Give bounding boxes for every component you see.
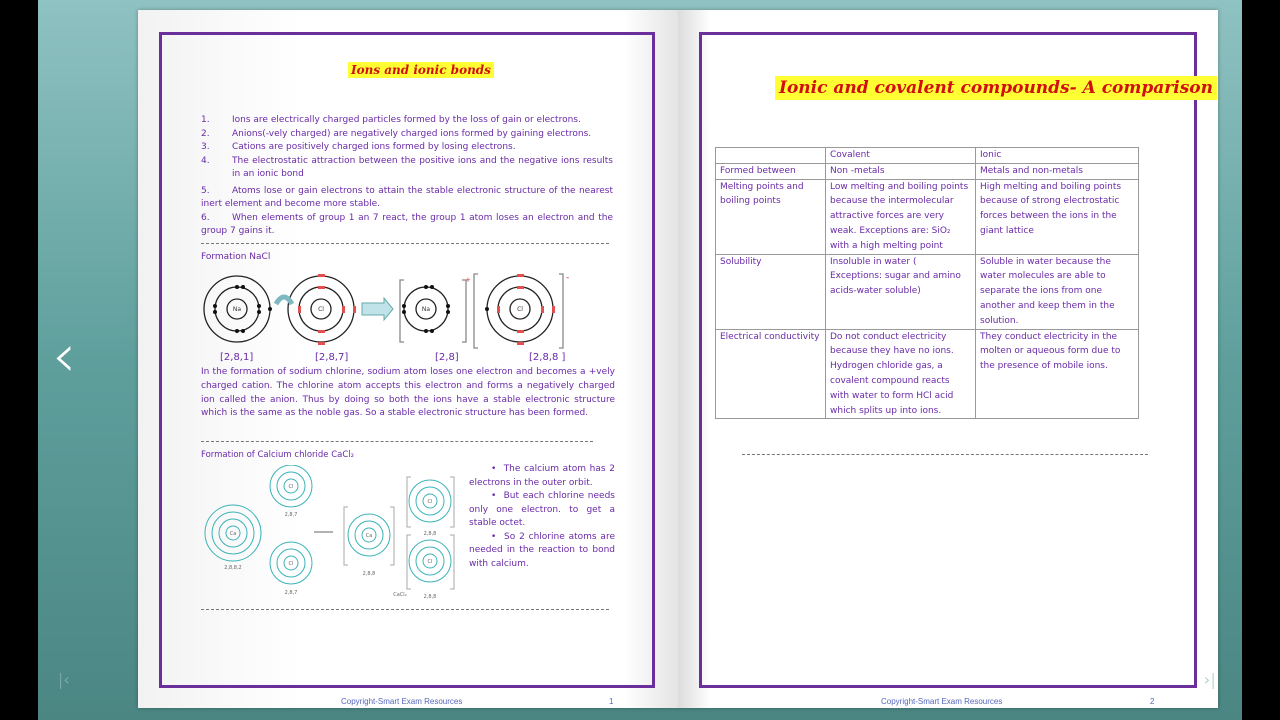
- list-item: [201, 185, 613, 212]
- cl-config: 2,8,7: [284, 512, 298, 518]
- na-ion-label: Na: [421, 306, 431, 313]
- bullet-item: • But each chlorine needs only one electron. to get a stable octet.: [469, 491, 615, 528]
- item-text: Atoms lose or gain electrons to attain the stable electronic structure of the nearest inert element and become more stable.: [201, 185, 613, 209]
- table-row: [716, 254, 1139, 329]
- page-2: [678, 10, 1218, 708]
- cl-label: Cl: [288, 484, 294, 490]
- footer-copyright: Copyright-Smart Exam Resources: [881, 697, 1003, 706]
- cacl-heading: Formation of Calcium chloride CaCl₂: [201, 450, 355, 460]
- bullet-text: The calcium atom has 2 electrons in the outer orbit.: [469, 464, 615, 488]
- cl-ion-config: 2,8,8: [423, 531, 437, 537]
- item-text: The electrostatic attraction between the positive ions and the negative ions results in an ionic bond: [232, 155, 613, 179]
- item-text: Cations are positively charged ions formed by losing electrons.: [232, 142, 516, 152]
- covalent-cell: Non -metals: [826, 163, 976, 179]
- cacl2-diagram: [200, 465, 470, 600]
- config-na: [2,8,1]: [220, 352, 254, 363]
- na-label: Na: [232, 306, 242, 313]
- plus-charge: +: [465, 276, 471, 284]
- item-text: When elements of group 1 an 7 react, the group 1 atom loses an electron and the group 7 gains it.: [201, 212, 613, 236]
- page-number: 1: [609, 697, 614, 706]
- config-cl-ion: [2,8,8 ]: [529, 352, 566, 363]
- cl-ion-label: Cl: [427, 499, 433, 505]
- list-item: [201, 155, 613, 182]
- ca-label: Ca: [229, 531, 237, 537]
- cl-config: 2,8,7: [284, 590, 298, 596]
- ionic-cell: Metals and non-metals: [976, 163, 1139, 179]
- table-header-row: [716, 148, 1139, 164]
- nacl-heading: Formation NaCl: [201, 252, 271, 262]
- ca-ion-config: 2,8,8: [362, 571, 376, 577]
- cacl2-formula: CaCl₂: [393, 592, 407, 598]
- config-na-ion: [2,8]: [435, 352, 459, 363]
- row-label: Melting points and boiling points: [716, 179, 826, 254]
- covalent-cell: Insoluble in water ( Exceptions: sugar and amino acids-water soluble): [826, 254, 976, 329]
- cl-ion-label: Cl: [427, 559, 433, 565]
- cl-label: Cl: [288, 561, 294, 567]
- comparison-table: [715, 147, 1139, 419]
- nacl-paragraph: In the formation of sodium chlorine, sodium atom loses one electron and becomes a +vely charged cation. The chlorine atom accepts this electron and forms a negatively charged ion called the anion. Thus by doing so both the ions have a stable electronic structure which is the same as the noble gas. So a stable electronic structure has been formed.: [201, 367, 615, 419]
- row-label: Electrical conductivity: [716, 329, 826, 419]
- list-item: [201, 114, 613, 128]
- viewer-stage: [38, 0, 1242, 720]
- ionic-cell: High melting and boiling points because of strong electrostatic forces between the ions in the giant lattice: [976, 179, 1139, 254]
- bullet-text: So 2 chlorine atoms are needed in the reaction to bond with calcium.: [469, 531, 615, 569]
- bullet-item: • So 2 chlorine atoms are needed in the reaction to bond with calcium.: [469, 531, 615, 569]
- cl-ion-config: 2,8,8: [423, 594, 437, 600]
- ionic-cell: Soluble in water because the water molecules are able to separate the ions from one another and keep them in the solution.: [976, 254, 1139, 329]
- item-text: Anions(-vely charged) are negatively charged ions formed by gaining electrons.: [232, 128, 592, 139]
- list-item: [201, 128, 613, 142]
- covalent-cell: Low melting and boiling points because the intermolecular attractive forces are very weak. Exceptions are: SiO₂ with a high melting point: [826, 179, 976, 254]
- nacl-diagram: [200, 272, 580, 352]
- cl-ion-label: Cl: [517, 306, 523, 313]
- item-number: 2.: [201, 128, 210, 139]
- header-covalent: Covalent: [826, 148, 976, 164]
- item-number: 5.: [201, 185, 210, 196]
- bullet-item: • The calcium atom has 2 electrons in the outer orbit.: [469, 464, 615, 488]
- header-cell: [716, 148, 826, 164]
- bullet-text: But each chlorine needs only one electron. to get a stable octet.: [469, 491, 615, 528]
- ionic-cell: They conduct electricity in the molten or aqueous form due to the presence of mobile ions.: [976, 329, 1139, 419]
- first-page-button[interactable]: |‹: [58, 670, 70, 689]
- item-number: 3.: [201, 142, 210, 152]
- covalent-cell: Do not conduct electricity because they have no ions. Hydrogen chloride gas, a covalent compound reacts with water to form HCl acid which splits up into ions.: [826, 329, 976, 419]
- cl-label: Cl: [318, 306, 324, 313]
- config-cl: [2,8,7]: [315, 352, 349, 363]
- list-item: [201, 212, 613, 239]
- table-row: [716, 163, 1139, 179]
- row-label: Formed between: [716, 163, 826, 179]
- last-page-button[interactable]: ›|: [1204, 670, 1216, 689]
- list-item: [201, 141, 613, 155]
- item-text: Ions are electrically charged particles formed by the loss of gain or electrons.: [232, 115, 581, 125]
- prev-page-button[interactable]: ‹: [52, 321, 76, 391]
- cacl-bullets: [469, 463, 615, 571]
- item-number: 1.: [201, 115, 210, 125]
- page-title: Ionic and covalent compounds- A comparison: [775, 76, 1217, 100]
- page-1: [138, 10, 678, 708]
- points-list: [201, 114, 613, 239]
- page-number: 2: [1150, 697, 1155, 706]
- table-row: [716, 179, 1139, 254]
- next-page-button[interactable]: ›: [1194, 321, 1218, 391]
- book-spread: [138, 10, 1218, 708]
- item-number: 4.: [201, 155, 210, 166]
- divider: [742, 454, 1148, 455]
- divider: [201, 609, 609, 610]
- header-ionic: Ionic: [976, 148, 1139, 164]
- divider: [201, 243, 609, 244]
- ca-config: 2,8,8,2: [224, 565, 242, 571]
- table-row: [716, 329, 1139, 419]
- minus-charge: -: [566, 273, 570, 283]
- divider: [201, 441, 593, 442]
- item-number: 6.: [201, 212, 210, 223]
- row-label: Solubility: [716, 254, 826, 329]
- ca-ion-label: Ca: [365, 533, 373, 539]
- footer-copyright: Copyright-Smart Exam Resources: [341, 697, 463, 706]
- page-title: Ions and ionic bonds: [348, 62, 494, 78]
